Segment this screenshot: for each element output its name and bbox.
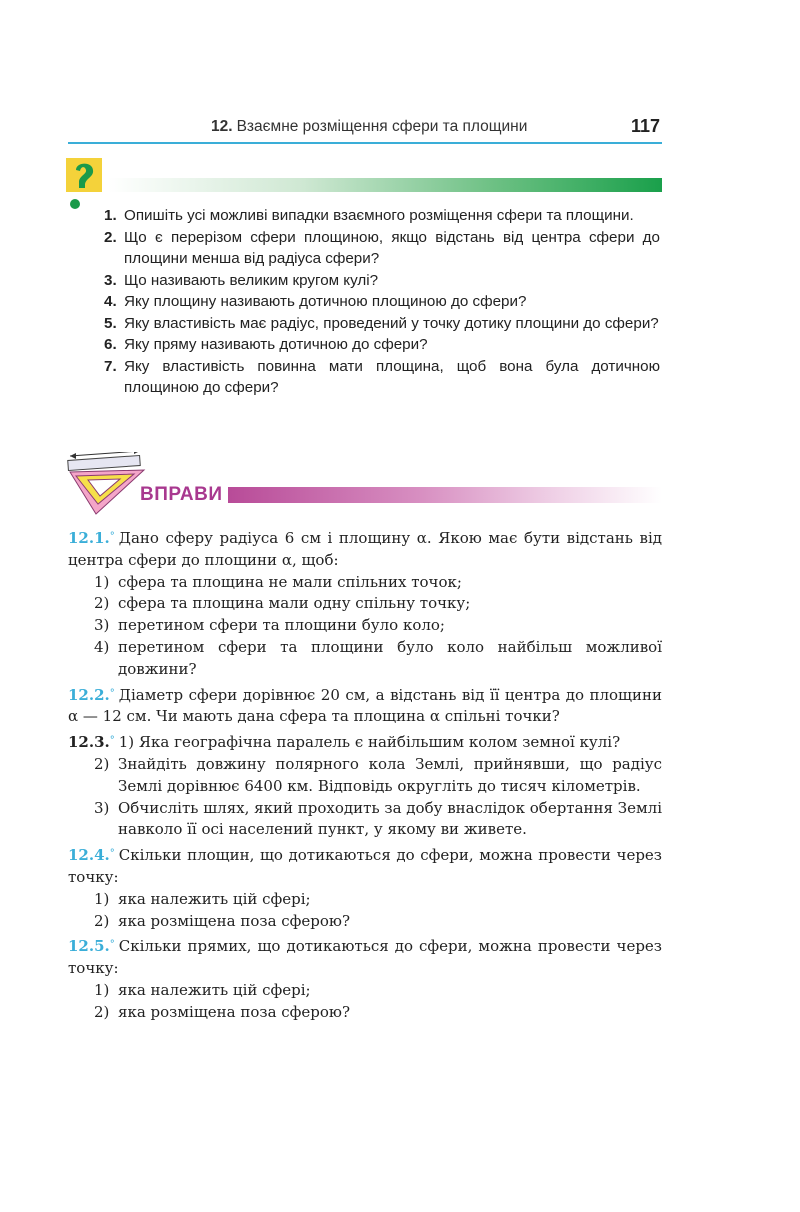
question-number: 3. — [104, 271, 117, 289]
question-mark-icon — [66, 158, 102, 210]
subitem-text: сфера та площина не мали спільних точок; — [118, 572, 462, 591]
subitem-number: 4) — [94, 637, 110, 656]
exercise — [68, 732, 662, 841]
exercise-subitem — [68, 889, 662, 911]
question-item — [104, 205, 660, 227]
exercise-number: 12.3. — [68, 733, 110, 752]
question-item — [104, 334, 660, 356]
exercise-subitem — [68, 615, 662, 637]
subitem-number: 1) — [94, 980, 110, 999]
question-text: Яку властивість має радіус, проведений у точку дотику площини до сфери? — [124, 314, 659, 332]
subitem-text: перетином сфери та площини було коло; — [118, 616, 445, 635]
exercise-subitem — [68, 1002, 662, 1024]
page-number: 117 — [630, 116, 660, 136]
exercise-subitem — [68, 572, 662, 594]
questions-header-bar — [108, 178, 662, 192]
exercise-text: Діаметр сфери дорівнює 20 см, а відстань від її центра до площини α — 12 см. Чи мають дана сфера та площина α спільні точки? — [68, 685, 662, 726]
exercise-number: 12.1. — [68, 529, 110, 547]
question-item — [104, 356, 660, 399]
subitem-number: 1) — [94, 889, 110, 908]
exercise-subitem — [68, 593, 662, 615]
question-item — [104, 313, 660, 335]
exercises-header-bar — [228, 487, 662, 503]
exercise-subitem — [68, 980, 662, 1002]
exercise-text: Скільки площин, що дотикаються до сфери, можна провести через точку: — [68, 846, 662, 886]
difficulty-mark: ° — [109, 531, 115, 542]
exercise-number: 12.2. — [68, 685, 110, 704]
subitem-text: перетином сфери та площини було коло найбільш можливої довжини? — [118, 637, 662, 678]
section-heading — [211, 118, 527, 136]
question-number: 2. — [104, 228, 117, 246]
subitem-number: 2) — [94, 911, 110, 930]
subitem-text: Обчисліть шлях, який проходить за добу внаслідок обертання Землі навколо її осі населений пункт, у якому ви живете. — [118, 798, 662, 839]
question-number: 5. — [104, 314, 117, 332]
subitem-text: яка розміщена поза сферою? — [118, 911, 351, 930]
exercise-statement — [68, 845, 662, 889]
question-text: Яку пряму називають дотичною до сфери? — [124, 336, 428, 353]
header-divider — [68, 142, 662, 144]
question-number: 7. — [104, 357, 117, 375]
section-number: 12. — [211, 118, 233, 135]
exercise-statement — [68, 528, 662, 572]
review-questions — [104, 205, 660, 399]
question-number: 4. — [104, 293, 117, 310]
exercise-subitem — [68, 798, 662, 842]
question-text: Яку властивість повинна мати площина, щоб вона була дотичною площиною до сфери? — [124, 357, 660, 396]
subitem-text: яка розміщена поза сферою? — [118, 1002, 351, 1021]
exercise-number: 12.5. — [68, 937, 110, 956]
exercise — [68, 528, 662, 681]
exercise-subitem — [68, 911, 662, 933]
exercise-subitem — [68, 637, 662, 681]
triangle-ruler-icon — [64, 452, 150, 516]
exercise-text: Дано сферу радіуса 6 см і площину α. Якою має бути відстань від центра сфери до площини α, щоб: — [68, 529, 662, 569]
question-item — [104, 270, 660, 292]
question-item — [104, 291, 660, 313]
exercise-statement — [68, 936, 662, 980]
exercises-list — [68, 528, 662, 1028]
page-header — [68, 116, 662, 148]
exercises-title: ВПРАВИ — [140, 484, 223, 505]
subitem-number: 3) — [94, 616, 110, 635]
exercise-number: 12.4. — [68, 846, 110, 865]
subitem-number: 2) — [94, 594, 110, 613]
difficulty-mark: ° — [109, 848, 115, 860]
subitem-text: яка належить цій сфері; — [118, 980, 311, 999]
subitem-text: Знайдіть довжину полярного кола Землі, прийнявши, що радіус Землі дорівнює 6400 км. Відповідь округліть до тисяч кілометрів. — [118, 754, 662, 795]
question-text: Яку площину називають дотичною площиною до сфери? — [124, 293, 527, 310]
subitem-text: сфера та площина мали одну спільну точку; — [118, 594, 471, 613]
section-title: Взаємне розміщення сфери та площини — [236, 118, 528, 135]
difficulty-mark: ° — [109, 687, 115, 699]
exercise-statement — [68, 685, 662, 729]
exercise-text: Скільки прямих, що дотикаються до сфери, можна провести через точку: — [68, 937, 662, 978]
exercise-text: 1) Яка географічна паралель є найбільшим колом земної кулі? — [118, 733, 621, 752]
subitem-number: 2) — [94, 1002, 110, 1021]
exercise — [68, 685, 662, 729]
question-text: Що називають великим кругом кулі? — [124, 271, 379, 289]
exercise — [68, 936, 662, 1023]
subitem-number: 3) — [94, 798, 110, 817]
question-text: Опишіть усі можливі випадки взаємного розміщення сфери та площини. — [124, 207, 634, 224]
question-number: 6. — [104, 336, 117, 353]
exercise — [68, 845, 662, 932]
difficulty-mark: ° — [109, 735, 115, 747]
question-item — [104, 227, 660, 270]
exercise-subitem — [68, 754, 662, 798]
subitem-number: 1) — [94, 572, 110, 591]
subitem-text: яка належить цій сфері; — [118, 889, 311, 908]
difficulty-mark: ° — [109, 939, 115, 951]
exercise-statement — [68, 732, 662, 754]
subitem-number: 2) — [94, 754, 110, 773]
question-number: 1. — [104, 207, 117, 224]
question-text: Що є перерізом сфери площиною, якщо відстань від центра сфери до площини менша від радіуса сфери? — [124, 228, 660, 267]
